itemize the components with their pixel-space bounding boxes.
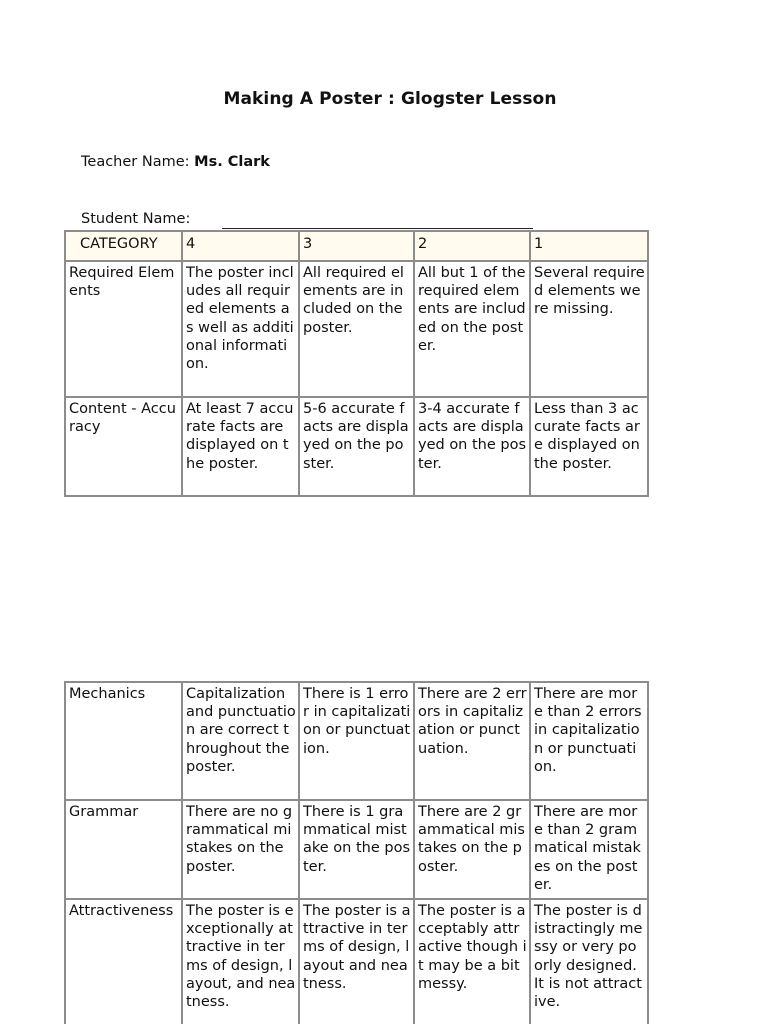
row-cell-score-1: There are more than 2 grammatical mistakes on the poster. xyxy=(530,800,648,899)
row-cell-score-2: There are 2 grammatical mistakes on the poster. xyxy=(414,800,530,899)
rubric-header-row xyxy=(65,231,648,261)
row-cell-score-4: There are no grammatical mistakes on the poster. xyxy=(182,800,299,899)
row-category: Mechanics xyxy=(65,682,182,800)
teacher-name: Ms. Clark xyxy=(194,154,270,170)
document-title: Making A Poster : Glogster Lesson xyxy=(223,89,557,109)
row-cell-score-2: There are 2 errors in capitalization or punctuation. xyxy=(414,682,530,800)
rubric-row-attractiveness xyxy=(65,899,648,1024)
row-cell-score-3: 5-6 accurate facts are displayed on the poster. xyxy=(299,397,414,496)
header-score-3: 3 xyxy=(299,231,414,261)
row-cell-score-4: The poster is exceptionally attractive in terms of design, layout, and neatness. xyxy=(182,899,299,1024)
rubric-row-grammar xyxy=(65,800,648,899)
row-category: Grammar xyxy=(65,800,182,899)
rubric-row-content-accuracy xyxy=(65,397,648,496)
row-cell-score-3: There is 1 grammatical mistake on the poster. xyxy=(299,800,414,899)
row-cell-score-4: At least 7 accurate facts are displayed on the poster. xyxy=(182,397,299,496)
rubric-row-required-elements xyxy=(65,261,648,397)
rubric-table-page-1 xyxy=(64,230,649,497)
header-score-1: 1 xyxy=(530,231,648,261)
teacher-line xyxy=(81,154,270,170)
rubric-table-page-2 xyxy=(64,681,649,1024)
header-category: CATEGORY xyxy=(65,231,182,261)
row-cell-score-3: All required elements are included on the poster. xyxy=(299,261,414,397)
row-cell-score-1: Several required elements were missing. xyxy=(530,261,648,397)
student-name-blank xyxy=(222,228,533,229)
row-cell-score-3: There is 1 error in capitalization or punctuation. xyxy=(299,682,414,800)
row-cell-score-2: The poster is acceptably attractive though it may be a bit messy. xyxy=(414,899,530,1024)
row-category: Attractiveness xyxy=(65,899,182,1024)
row-cell-score-2: 3-4 accurate facts are displayed on the poster. xyxy=(414,397,530,496)
row-category: Content - Accuracy xyxy=(65,397,182,496)
row-cell-score-4: The poster includes all required elements as well as additional information. xyxy=(182,261,299,397)
header-score-4: 4 xyxy=(182,231,299,261)
student-label: Student Name: xyxy=(81,211,191,227)
teacher-label: Teacher Name: xyxy=(81,154,190,170)
row-cell-score-3: The poster is attractive in terms of design, layout and neatness. xyxy=(299,899,414,1024)
rubric-row-mechanics xyxy=(65,682,648,800)
row-cell-score-1: There are more than 2 errors in capitalization or punctuation. xyxy=(530,682,648,800)
row-cell-score-1: Less than 3 accurate facts are displayed on the poster. xyxy=(530,397,648,496)
row-cell-score-4: Capitalization and punctuation are correct throughout the poster. xyxy=(182,682,299,800)
header-score-2: 2 xyxy=(414,231,530,261)
row-cell-score-1: The poster is distractingly messy or very poorly designed. It is not attractive. xyxy=(530,899,648,1024)
row-category: Required Elements xyxy=(65,261,182,397)
row-cell-score-2: All but 1 of the required elements are included on the poster. xyxy=(414,261,530,397)
